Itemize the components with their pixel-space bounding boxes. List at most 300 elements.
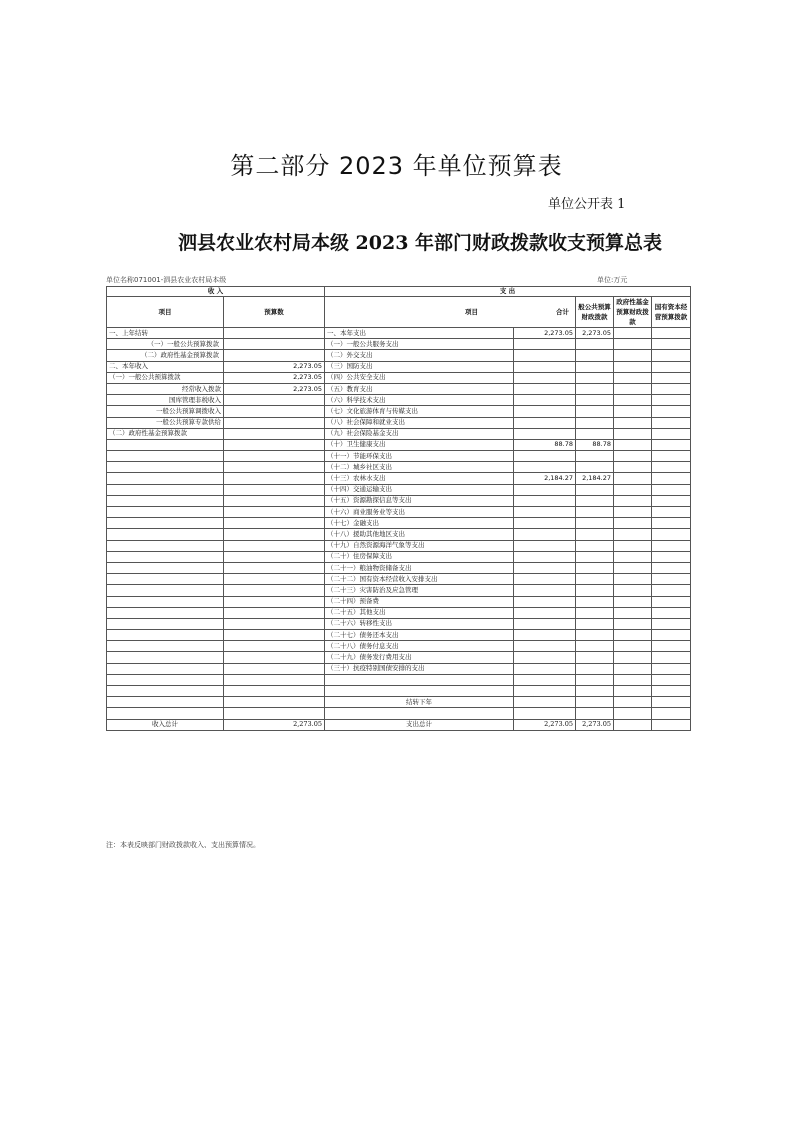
table-row — [107, 540, 691, 551]
empty-cell — [325, 674, 514, 685]
income-item-cell — [107, 507, 224, 518]
income-item-cell — [107, 607, 224, 618]
gov-fund-header: 政府性基金预算财政拨款 — [614, 297, 652, 328]
income-total-amount: 2,273.05 — [224, 719, 325, 730]
gov-fund-cell — [614, 395, 652, 406]
expense-total-cell: 88.78 — [514, 439, 576, 450]
income-amount-cell — [224, 596, 325, 607]
expense-total-cell — [514, 361, 576, 372]
general-public-cell: 2,184.27 — [576, 473, 614, 484]
income-item-cell — [107, 663, 224, 674]
income-amount-cell — [224, 339, 325, 350]
state-capital-cell — [652, 428, 691, 439]
expense-item-cell: （十五）资源勘探信息等支出 — [325, 495, 514, 506]
income-item-cell: 一般公共预算调拨收入 — [107, 406, 224, 417]
state-capital-cell — [652, 518, 691, 529]
table-row — [107, 641, 691, 652]
income-item-cell: 二、本年收入 — [107, 361, 224, 372]
expense-item-cell: （十六）商业服务业等支出 — [325, 507, 514, 518]
general-public-cell — [576, 395, 614, 406]
state-capital-cell — [652, 451, 691, 462]
table-row — [107, 383, 691, 394]
state-capital-cell — [652, 540, 691, 551]
state-capital-cell — [652, 372, 691, 383]
income-amount-cell — [224, 540, 325, 551]
empty-cell — [224, 697, 325, 708]
income-item-cell — [107, 562, 224, 573]
state-capital-header: 国有资本经营预算拨款 — [652, 297, 691, 328]
table-row — [107, 562, 691, 573]
table-row — [107, 484, 691, 495]
income-amount-cell — [224, 395, 325, 406]
empty-cell — [107, 697, 224, 708]
income-amount-cell: 2,273.05 — [224, 361, 325, 372]
state-capital-cell — [652, 607, 691, 618]
expense-total-cell — [514, 630, 576, 641]
unit-of-money: 单位:万元 — [597, 276, 628, 284]
general-public-cell — [576, 339, 614, 350]
gov-fund-cell — [614, 484, 652, 495]
empty-row — [107, 674, 691, 685]
expense-total-cell — [514, 618, 576, 629]
expense-item-cell: （十九）自然资源海洋气象等支出 — [325, 540, 514, 551]
general-public-cell — [576, 350, 614, 361]
expense-total-cell: 2,184.27 — [514, 473, 576, 484]
income-item-cell: （一）一般公共预算拨款 — [107, 339, 224, 350]
gov-fund-cell — [614, 641, 652, 652]
table-row — [107, 328, 691, 339]
expense-item-cell: （二十）住房保障支出 — [325, 551, 514, 562]
expense-item-cell: （三十）抗疫特别国债安排的支出 — [325, 663, 514, 674]
general-public-cell — [576, 652, 614, 663]
state-capital-cell — [652, 641, 691, 652]
gov-fund-cell — [614, 383, 652, 394]
table-title: 泗县农业农村局本级 2023 年部门财政拨款收支预算总表 — [177, 232, 663, 254]
expense-item-cell: （七）文化旅游体育与传媒支出 — [325, 406, 514, 417]
empty-cell — [514, 697, 576, 708]
general-public-cell — [576, 585, 614, 596]
expense-total-cell: 2,273.05 — [514, 328, 576, 339]
income-item-cell: （一）一般公共预算拨款 — [107, 372, 224, 383]
empty-cell — [514, 708, 576, 719]
general-public-cell — [576, 372, 614, 383]
gov-fund-cell — [614, 529, 652, 540]
general-public-cell — [576, 406, 614, 417]
general-public-cell — [576, 518, 614, 529]
general-public-cell — [576, 596, 614, 607]
empty-cell — [576, 708, 614, 719]
income-amount-cell — [224, 495, 325, 506]
income-item-cell: 经常收入拨款 — [107, 383, 224, 394]
gov-fund-cell — [614, 630, 652, 641]
state-capital-cell — [652, 462, 691, 473]
expense-item-cell: （十八）援助其他地区支出 — [325, 529, 514, 540]
expense-total-cell — [514, 406, 576, 417]
income-amount-cell — [224, 473, 325, 484]
income-item-cell — [107, 551, 224, 562]
state-capital-cell — [652, 652, 691, 663]
expense-total-cell — [514, 507, 576, 518]
income-amount-cell — [224, 328, 325, 339]
state-capital-cell — [652, 417, 691, 428]
income-item-cell — [107, 462, 224, 473]
income-item-cell — [107, 652, 224, 663]
income-total-label: 收入总计 — [107, 719, 224, 730]
income-item-cell — [107, 518, 224, 529]
page-title: 第二部分 2023 年单位预算表 — [230, 152, 563, 180]
state-capital-total — [652, 719, 691, 730]
expense-total-cell — [514, 350, 576, 361]
table-row — [107, 607, 691, 618]
table-row — [107, 395, 691, 406]
empty-cell — [325, 708, 514, 719]
footnote: 注：本表反映部门财政拨款收入、支出预算情况。 — [106, 841, 260, 849]
gov-fund-cell — [614, 652, 652, 663]
expense-item-cell: （二十一）粮油物资储备支出 — [325, 562, 514, 573]
general-public-header: 般公共预算财政拨款 — [576, 297, 614, 328]
expense-total-cell — [514, 551, 576, 562]
gov-fund-cell — [614, 473, 652, 484]
income-amount-header: 预算数 — [224, 297, 325, 328]
expense-total-cell — [514, 395, 576, 406]
table-row — [107, 652, 691, 663]
general-public-cell — [576, 529, 614, 540]
empty-cell — [614, 686, 652, 697]
gov-fund-cell — [614, 551, 652, 562]
empty-cell — [652, 674, 691, 685]
general-public-cell — [576, 383, 614, 394]
expense-item-cell: （九）社会保险基金支出 — [325, 428, 514, 439]
gov-fund-cell — [614, 462, 652, 473]
gov-fund-cell — [614, 428, 652, 439]
empty-row — [107, 708, 691, 719]
general-public-cell — [576, 540, 614, 551]
expense-item-cell: （十）卫生健康支出 — [325, 439, 514, 450]
gov-fund-cell — [614, 585, 652, 596]
expense-total-cell — [514, 574, 576, 585]
expense-item-cell: （二十八）债务付息支出 — [325, 641, 514, 652]
table-row — [107, 495, 691, 506]
state-capital-cell — [652, 383, 691, 394]
expense-total-cell — [514, 484, 576, 495]
expense-total-cell — [514, 495, 576, 506]
expense-item-cell: （十一）节能环保支出 — [325, 451, 514, 462]
empty-cell — [107, 686, 224, 697]
column-header-row — [107, 297, 691, 328]
state-capital-cell — [652, 328, 691, 339]
table-row — [107, 574, 691, 585]
income-amount-cell — [224, 663, 325, 674]
gov-fund-cell — [614, 361, 652, 372]
state-capital-cell — [652, 529, 691, 540]
gov-fund-cell — [614, 540, 652, 551]
table-row — [107, 529, 691, 540]
state-capital-cell — [652, 439, 691, 450]
expense-item-header-label: 项目 — [465, 308, 479, 316]
state-capital-cell — [652, 596, 691, 607]
expense-total-cell — [514, 529, 576, 540]
state-capital-cell — [652, 574, 691, 585]
income-item-cell — [107, 495, 224, 506]
state-capital-cell — [652, 663, 691, 674]
state-capital-cell — [652, 473, 691, 484]
income-item-header: 项目 — [107, 297, 224, 328]
general-public-cell — [576, 663, 614, 674]
empty-cell — [614, 674, 652, 685]
state-capital-cell — [652, 618, 691, 629]
income-item-cell — [107, 529, 224, 540]
table-row — [107, 551, 691, 562]
expense-total-cell — [514, 596, 576, 607]
income-amount-cell — [224, 350, 325, 361]
expense-item-cell: （六）科学技术支出 — [325, 395, 514, 406]
empty-cell — [107, 674, 224, 685]
gov-fund-cell — [614, 607, 652, 618]
expense-item-cell: （二十三）灾害防治及应急管理 — [325, 585, 514, 596]
table-row — [107, 630, 691, 641]
income-item-cell — [107, 451, 224, 462]
income-amount-cell — [224, 507, 325, 518]
gov-fund-cell — [614, 439, 652, 450]
expense-item-cell: （二十四）预备费 — [325, 596, 514, 607]
state-capital-cell — [652, 350, 691, 361]
empty-cell — [652, 708, 691, 719]
table-row — [107, 585, 691, 596]
general-public-cell — [576, 574, 614, 585]
income-amount-cell — [224, 562, 325, 573]
income-item-cell — [107, 540, 224, 551]
income-item-cell — [107, 630, 224, 641]
gov-fund-cell — [614, 339, 652, 350]
empty-cell — [652, 697, 691, 708]
general-public-cell — [576, 462, 614, 473]
expense-section-header: 支 出 — [325, 287, 691, 297]
expense-total-cell — [514, 428, 576, 439]
totals-row — [107, 719, 691, 730]
expense-item-cell: （十七）金融支出 — [325, 518, 514, 529]
income-amount-cell — [224, 406, 325, 417]
income-item-cell — [107, 596, 224, 607]
section-header-row — [107, 287, 691, 297]
expense-total-cell — [514, 372, 576, 383]
table-row — [107, 428, 691, 439]
gov-fund-cell — [614, 507, 652, 518]
empty-cell — [325, 686, 514, 697]
income-amount-cell — [224, 451, 325, 462]
income-amount-cell — [224, 428, 325, 439]
expense-item-cell: （一）一般公共服务支出 — [325, 339, 514, 350]
gov-fund-cell — [614, 495, 652, 506]
income-item-cell — [107, 574, 224, 585]
expense-item-cell: （十三）农林水支出 — [325, 473, 514, 484]
expense-total-cell — [514, 562, 576, 573]
income-amount-cell — [224, 618, 325, 629]
expense-total-cell — [514, 383, 576, 394]
income-amount-cell: 2,273.05 — [224, 372, 325, 383]
state-capital-cell — [652, 339, 691, 350]
general-public-cell — [576, 417, 614, 428]
income-amount-cell — [224, 518, 325, 529]
general-public-cell: 2,273.05 — [576, 328, 614, 339]
empty-cell — [614, 697, 652, 708]
state-capital-cell — [652, 395, 691, 406]
gov-fund-cell — [614, 562, 652, 573]
expense-total-header: 合计 — [556, 308, 570, 316]
income-section-header: 收 入 — [107, 287, 325, 297]
gov-fund-cell — [614, 406, 652, 417]
expense-item-cell: （二十九）债务发行费用支出 — [325, 652, 514, 663]
income-amount-cell — [224, 607, 325, 618]
expense-item-cell: （五）教育支出 — [325, 383, 514, 394]
table-row — [107, 507, 691, 518]
income-amount-cell — [224, 641, 325, 652]
carry-forward-label: 结转下年 — [325, 697, 514, 708]
expense-total-cell — [514, 339, 576, 350]
expense-total-cell — [514, 607, 576, 618]
expense-total-cell — [514, 518, 576, 529]
general-public-cell — [576, 551, 614, 562]
expense-item-cell: （二）外交支出 — [325, 350, 514, 361]
general-public-cell — [576, 630, 614, 641]
expense-total-cell — [514, 652, 576, 663]
income-item-cell: （二）政府性基金预算拨款 — [107, 428, 224, 439]
general-public-cell — [576, 361, 614, 372]
general-public-cell — [576, 495, 614, 506]
expense-item-cell: （二十五）其他支出 — [325, 607, 514, 618]
income-item-cell: 一般公共预算专款供给 — [107, 417, 224, 428]
income-amount-cell — [224, 551, 325, 562]
state-capital-cell — [652, 484, 691, 495]
income-amount-cell: 2,273.05 — [224, 383, 325, 394]
income-amount-cell — [224, 529, 325, 540]
expense-item-cell: （四）公共安全支出 — [325, 372, 514, 383]
empty-cell — [576, 674, 614, 685]
income-item-cell — [107, 439, 224, 450]
state-capital-cell — [652, 406, 691, 417]
state-capital-cell — [652, 495, 691, 506]
expense-item-cell: （二十七）债务还本支出 — [325, 630, 514, 641]
state-capital-cell — [652, 361, 691, 372]
empty-cell — [576, 686, 614, 697]
empty-row — [107, 686, 691, 697]
empty-cell — [652, 686, 691, 697]
empty-cell — [224, 674, 325, 685]
state-capital-cell — [652, 551, 691, 562]
income-item-cell — [107, 618, 224, 629]
gov-fund-cell — [614, 328, 652, 339]
general-public-cell — [576, 607, 614, 618]
gov-fund-cell — [614, 663, 652, 674]
expense-total-cell — [514, 540, 576, 551]
gov-fund-cell — [614, 372, 652, 383]
empty-cell — [224, 708, 325, 719]
expense-item-cell: （十四）交通运输支出 — [325, 484, 514, 495]
table-row — [107, 462, 691, 473]
expense-total-cell — [514, 641, 576, 652]
state-capital-cell — [652, 630, 691, 641]
table-row — [107, 372, 691, 383]
general-public-cell — [576, 618, 614, 629]
gov-fund-cell — [614, 618, 652, 629]
table-row — [107, 439, 691, 450]
empty-cell — [614, 708, 652, 719]
expense-total-cell — [514, 417, 576, 428]
income-amount-cell — [224, 585, 325, 596]
empty-cell — [576, 697, 614, 708]
general-public-cell — [576, 451, 614, 462]
expense-total-cell — [514, 462, 576, 473]
state-capital-cell — [652, 585, 691, 596]
table-row — [107, 596, 691, 607]
expense-item-cell: （三）国防支出 — [325, 361, 514, 372]
general-public-total: 2,273.05 — [576, 719, 614, 730]
gov-fund-cell — [614, 417, 652, 428]
general-public-cell — [576, 484, 614, 495]
empty-cell — [514, 686, 576, 697]
general-public-cell — [576, 428, 614, 439]
general-public-cell — [576, 562, 614, 573]
expense-total-label: 支出总计 — [325, 719, 514, 730]
expense-item-cell: （二十六）转移性支出 — [325, 618, 514, 629]
income-item-cell — [107, 484, 224, 495]
table-row — [107, 350, 691, 361]
general-public-cell: 88.78 — [576, 439, 614, 450]
table-row — [107, 451, 691, 462]
gov-fund-cell — [614, 596, 652, 607]
table-row — [107, 406, 691, 417]
expense-item-cell: （二十二）国有资本经营收入安排支出 — [325, 574, 514, 585]
state-capital-cell — [652, 507, 691, 518]
table-row — [107, 417, 691, 428]
gov-fund-total — [614, 719, 652, 730]
empty-cell — [107, 708, 224, 719]
empty-cell — [514, 674, 576, 685]
table-row — [107, 618, 691, 629]
table-row — [107, 518, 691, 529]
income-amount-cell — [224, 462, 325, 473]
expense-item-cell: （十二）城乡社区支出 — [325, 462, 514, 473]
table-row — [107, 473, 691, 484]
general-public-cell — [576, 641, 614, 652]
budget-table — [106, 286, 691, 731]
table-row — [107, 339, 691, 350]
income-amount-cell — [224, 439, 325, 450]
expense-item-cell: （八）社会保障和就业支出 — [325, 417, 514, 428]
table-row — [107, 663, 691, 674]
table-number: 单位公开表 1 — [548, 197, 626, 212]
expense-total-amount: 2,273.05 — [514, 719, 576, 730]
income-amount-cell — [224, 417, 325, 428]
expense-total-cell — [514, 451, 576, 462]
income-amount-cell — [224, 484, 325, 495]
gov-fund-cell — [614, 350, 652, 361]
state-capital-cell — [652, 562, 691, 573]
gov-fund-cell — [614, 451, 652, 462]
unit-name: 单位名称071001-泗县农业农村局本级 — [106, 276, 227, 284]
expense-total-cell — [514, 663, 576, 674]
gov-fund-cell — [614, 518, 652, 529]
expense-total-cell — [514, 585, 576, 596]
income-amount-cell — [224, 652, 325, 663]
expense-item-cell: 一、本年支出 — [325, 328, 514, 339]
income-item-cell — [107, 473, 224, 484]
expense-item-header — [325, 297, 576, 328]
table-row — [107, 361, 691, 372]
income-amount-cell — [224, 630, 325, 641]
income-item-cell — [107, 641, 224, 652]
income-item-cell: 一、上年结转 — [107, 328, 224, 339]
empty-row — [107, 697, 691, 708]
